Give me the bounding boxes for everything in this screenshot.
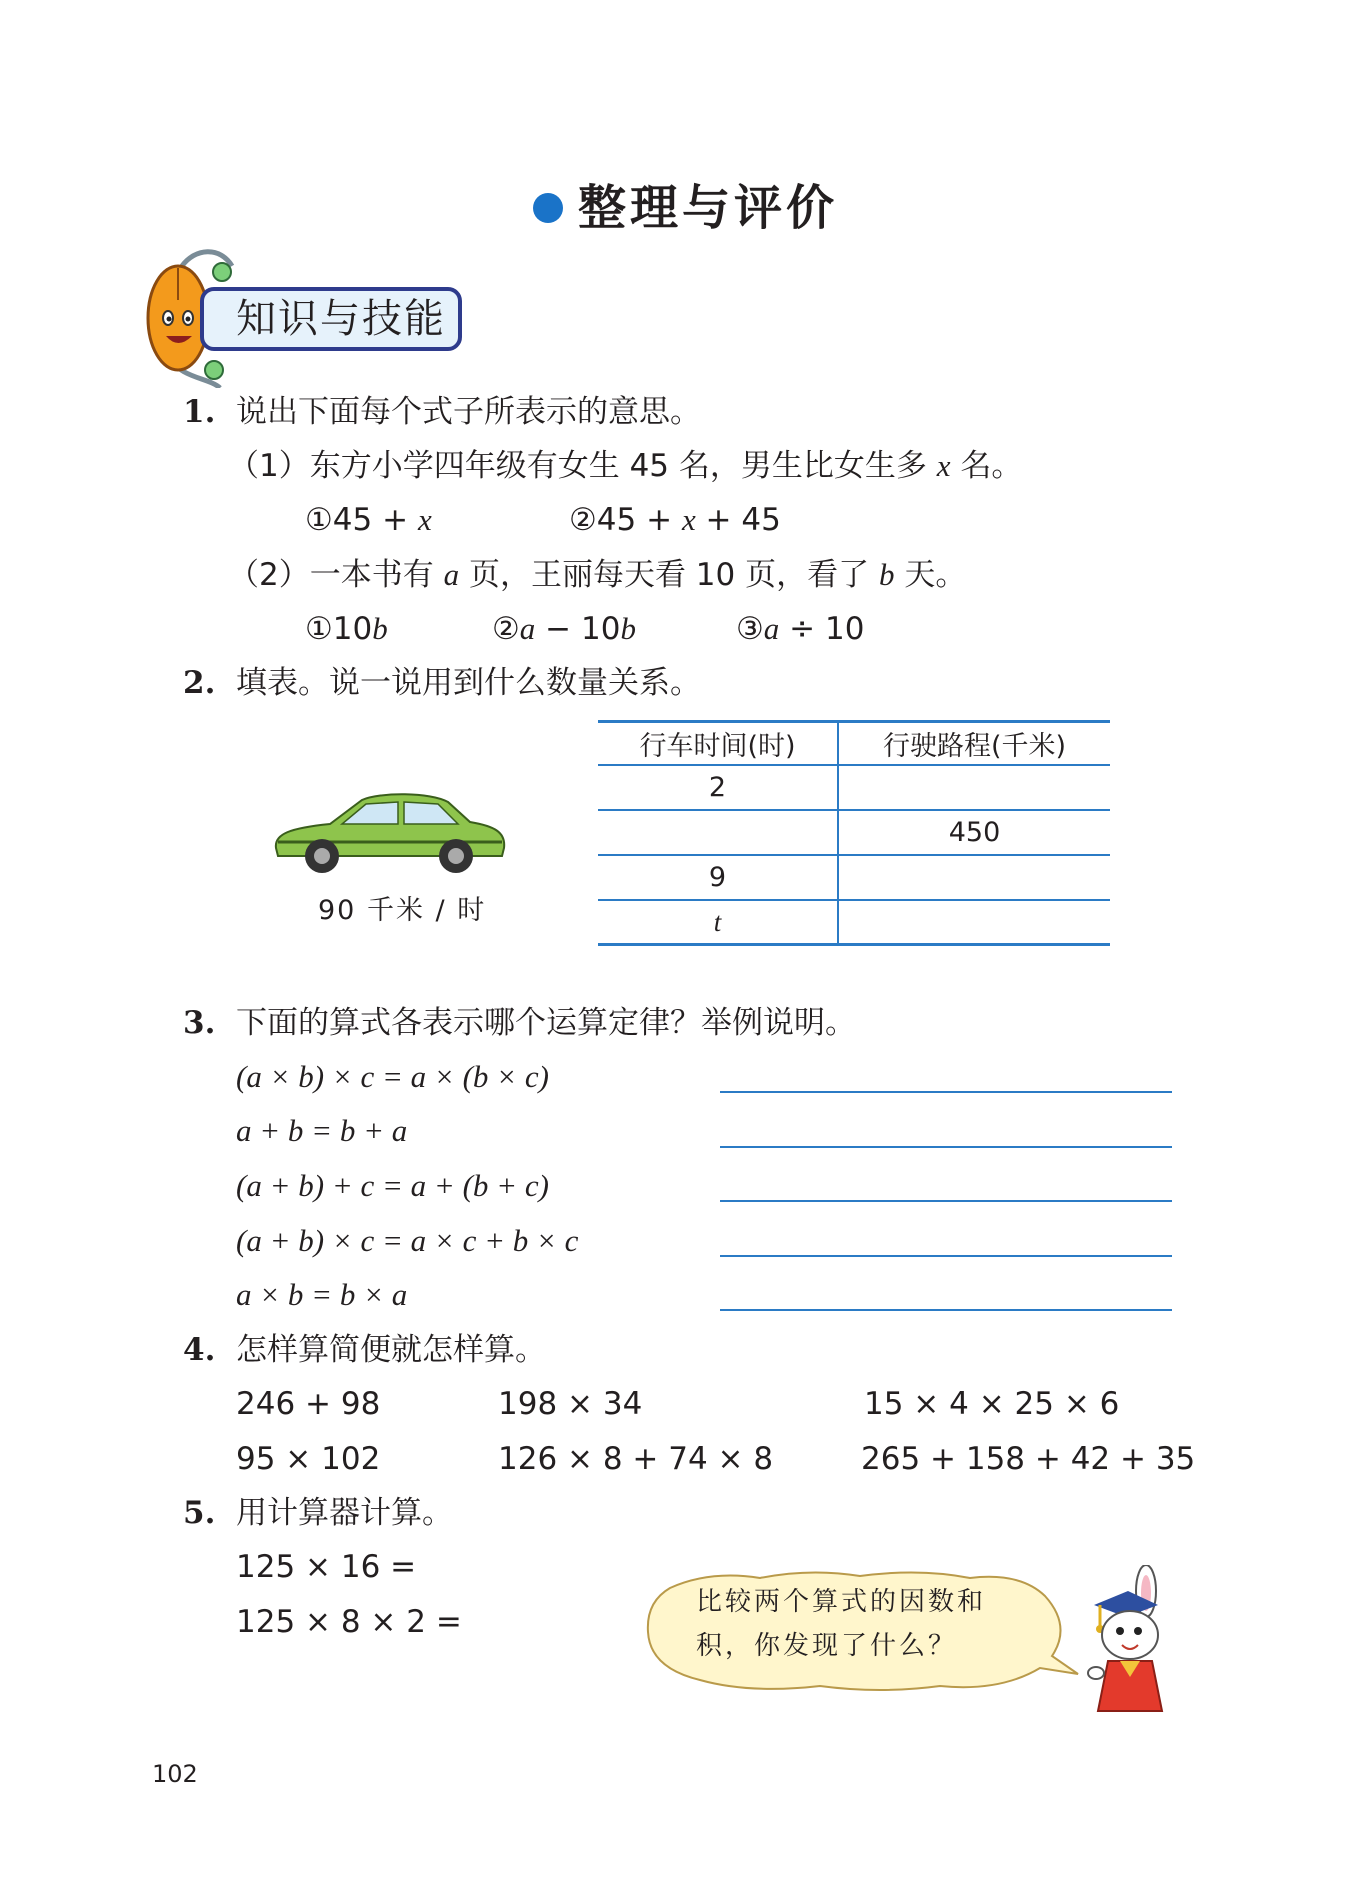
calc-expression: 198 × 34 <box>498 1386 643 1422</box>
table-cell <box>839 856 1110 899</box>
calc-expression: 246 + 98 <box>236 1386 381 1422</box>
table-row <box>598 766 1110 811</box>
q1-part2-text: （2）一本书有 <box>228 557 434 593</box>
page-title: 整理与评价 <box>578 180 839 236</box>
calculator-expression: 125 × 16 = <box>236 1549 417 1585</box>
expr-var: x <box>417 502 432 537</box>
expr-text: + 45 <box>695 502 781 538</box>
page-number: 102 <box>152 1760 198 1788</box>
circled-number: ① <box>305 502 333 538</box>
q1-part2 <box>228 555 966 595</box>
table-row <box>598 811 1110 856</box>
calculator-expression: 125 × 8 × 2 = <box>236 1604 462 1640</box>
title-bullet-icon <box>533 193 563 223</box>
answer-line <box>720 1091 1172 1093</box>
answer-line <box>720 1146 1172 1148</box>
table-header-row <box>598 720 1110 766</box>
circled-number: ② <box>492 611 520 647</box>
law-formula: (a + b) + c = a + (b + c) <box>236 1168 549 1203</box>
q1-part1-prefix: （1）东方小学四年级有女生 45 名，男生比女生多 <box>228 448 927 484</box>
circled-number: ② <box>569 502 597 538</box>
law-formula: a + b = b + a <box>236 1113 408 1148</box>
circled-number: ③ <box>736 611 764 647</box>
expr-text: 45 + <box>332 502 418 538</box>
q1-part1-expr-1 <box>305 500 432 540</box>
calc-expression: 15 × 4 × 25 × 6 <box>864 1386 1120 1422</box>
answer-line <box>720 1255 1172 1257</box>
answer-line <box>720 1200 1172 1202</box>
law-formula: (a + b) × c = a × c + b × c <box>236 1223 579 1258</box>
circled-number: ① <box>305 611 333 647</box>
q1-part2-var-b: b <box>878 557 895 592</box>
law-formula: a × b = b × a <box>236 1277 408 1312</box>
q2-number: 2. <box>183 665 216 701</box>
calc-expression: 95 × 102 <box>236 1441 381 1477</box>
expr-text: 10 <box>332 611 373 647</box>
table-cell: 2 <box>598 766 839 809</box>
q5-number: 5. <box>183 1495 216 1531</box>
table-cell: 450 <box>948 817 1001 848</box>
section-label: 知识与技能 <box>236 296 446 342</box>
q1-part2-expr-1 <box>305 609 388 649</box>
table-header-cell: 行车时间(时) <box>598 723 839 764</box>
table-cell: 9 <box>598 856 839 899</box>
calc-expression: 126 × 8 + 74 × 8 <box>498 1441 774 1477</box>
q1-number: 1. <box>183 394 216 430</box>
q4-number: 4. <box>183 1332 216 1368</box>
car-speed-caption: 90 千米 / 时 <box>318 895 487 926</box>
table-cell <box>839 766 1110 809</box>
q3-number: 3. <box>183 1005 216 1041</box>
table-cell <box>839 901 1110 943</box>
expr-var: b <box>620 611 636 646</box>
q5-text: 用计算器计算。 <box>236 1495 453 1531</box>
q1-part2-expr-2 <box>492 609 636 649</box>
q1-part1-suffix: 名。 <box>960 448 1023 484</box>
q3-text: 下面的算式各表示哪个运算定律？举例说明。 <box>236 1005 856 1041</box>
rabbit-mascot-icon <box>1080 1565 1180 1715</box>
table-row <box>598 856 1110 901</box>
expr-text: 45 + <box>596 502 682 538</box>
q1-part2-var-a: a <box>443 557 460 592</box>
data-table <box>598 720 1110 946</box>
q1-text: 说出下面每个式子所表示的意思。 <box>236 394 701 430</box>
calc-expression: 265 + 158 + 42 + 35 <box>861 1441 1196 1477</box>
answer-line <box>720 1309 1172 1311</box>
expr-var: b <box>372 611 388 646</box>
q1-part2-expr-3 <box>736 609 864 649</box>
q1-part2-text: 页，王丽每天看 10 页，看了 <box>468 557 870 593</box>
expr-var: x <box>681 502 696 537</box>
q1-part1-var: x <box>936 448 951 483</box>
bubble-text-line-1: 比较两个算式的因数和 <box>696 1587 987 1617</box>
expr-text: − 10 <box>535 611 621 647</box>
bubble-text-line-2: 积，你发现了什么？ <box>696 1631 958 1661</box>
table-cell <box>598 811 839 854</box>
q1-part1-expr-2 <box>569 500 781 540</box>
expr-var: a <box>519 611 536 646</box>
q4-text: 怎样算简便就怎样算。 <box>236 1332 546 1368</box>
car-icon <box>270 790 510 876</box>
q1-part2-text: 天。 <box>904 557 967 593</box>
table-cell: t <box>598 901 839 943</box>
law-formula: (a × b) × c = a × (b × c) <box>236 1059 549 1094</box>
q2-text: 填表。说一说用到什么数量关系。 <box>236 665 701 701</box>
expr-var: a <box>763 611 780 646</box>
table-row <box>598 901 1110 946</box>
q1-part1 <box>228 446 1022 486</box>
table-header-cell: 行驶路程(千米) <box>882 731 1067 762</box>
expr-text: ÷ 10 <box>779 611 865 647</box>
